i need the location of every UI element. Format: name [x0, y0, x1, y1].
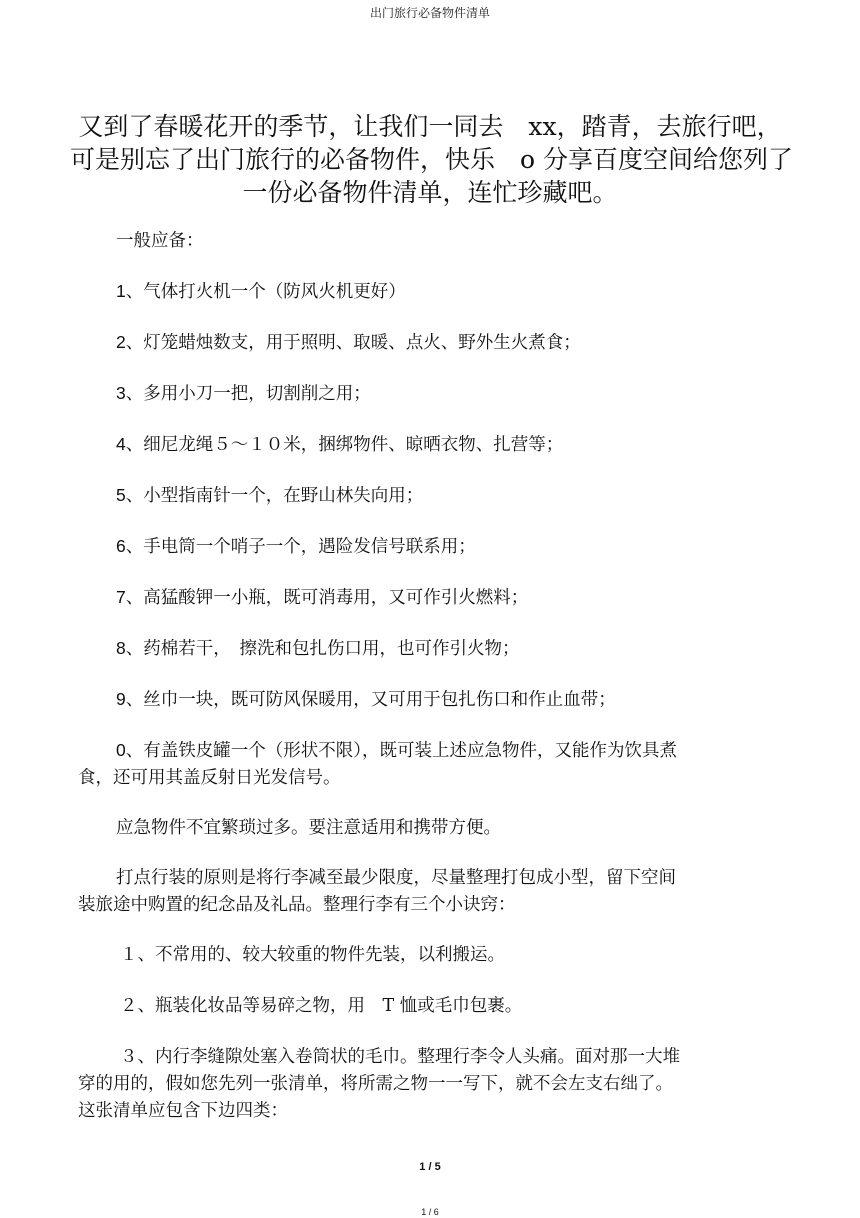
intro-line-2: 可是别忘了出门旅行的必备物件，快乐 o 分享百度空间给您列了	[70, 145, 794, 174]
list-item-number: 4、	[116, 434, 144, 454]
list-item-number: 2、	[116, 332, 144, 352]
page-header-title: 出门旅行必备物件清单	[369, 6, 490, 20]
list-item	[78, 584, 790, 612]
list-item	[78, 533, 790, 561]
list-item-text: 丝巾一块，既可防风保暖用，又可用于包扎伤口和作止血带；	[143, 690, 616, 710]
list-item-text: 小型指南针一个，在野山林失向用；	[143, 486, 424, 506]
tip-line-3: 这张清单应包含下边四类：	[78, 1101, 288, 1121]
list-item	[78, 431, 790, 459]
list-item-text-continued: 食，还可用其盖反射日光发信号。	[78, 768, 341, 788]
note-paragraph: 应急物件不宜繁琐过多。要注意适用和携带方便。	[116, 818, 501, 838]
list-item	[78, 329, 790, 357]
list-item	[78, 686, 790, 714]
list-item	[78, 278, 790, 306]
section-title: 一般应备：	[116, 231, 204, 251]
list-item-text: 有盖铁皮罐一个（形状不限），既可装上述应急物件，又能作为饮具煮	[143, 741, 677, 761]
intro-line-1: 又到了春暖花开的季节，让我们一同去 xx，踏青，去旅行吧，	[78, 112, 782, 141]
list-item	[78, 737, 790, 792]
list-item	[78, 635, 790, 663]
list-item-number: 1、	[116, 281, 144, 301]
packing-paragraph	[78, 865, 790, 919]
intro-paragraph	[70, 110, 794, 209]
list-item-text: 气体打火机一个（防风火机更好）	[143, 282, 406, 302]
list-item-text: 灯笼蜡烛数支，用于照明、取暖、点火、野外生火煮食；	[143, 333, 581, 353]
tip-item	[78, 1044, 790, 1125]
tip-item: ２、瓶装化妆品等易碎之物，用 T 恤或毛巾包裹。	[120, 996, 523, 1016]
tip-item: １、不常用的、较大较重的物件先装，以利搬运。	[120, 945, 505, 965]
list-item-number: 7、	[116, 587, 144, 607]
intro-line-3: 一份必备物件清单，连忙珍藏吧。	[242, 178, 618, 207]
list-item-text: 手电筒一个哨子一个，遇险发信号联系用；	[143, 537, 476, 557]
list-item-number: 0、	[116, 740, 144, 760]
packing-line-1: 打点行装的原则是将行李减至最少限度，尽量整理打包成小型，留下空间	[116, 868, 676, 888]
list-item-number: 5、	[116, 485, 144, 505]
tip-line-2: 穿的用的，假如您先列一张清单，将所需之物一一写下，就不会左支右绌了。	[78, 1074, 673, 1094]
list-item-number: 9、	[116, 689, 144, 709]
list-item-number: 3、	[116, 383, 144, 403]
page-number: 1 / 5	[419, 1161, 441, 1173]
list-item-number: 6、	[116, 536, 144, 556]
list-item-text: 药棉若干， 擦洗和包扎伤口用，也可作引火物；	[143, 639, 520, 659]
list-item	[78, 380, 790, 408]
page-number-small: 1 / 6	[421, 1207, 439, 1217]
list-item-text: 细尼龙绳５～１０米，捆绑物件、晾晒衣物、扎营等；	[143, 435, 564, 455]
list-item-text: 多用小刀一把，切割削之用；	[143, 384, 371, 404]
packing-line-2: 装旅途中购置的纪念品及礼品。整理行李有三个小诀窍：	[78, 895, 516, 915]
list-item	[78, 482, 790, 510]
tip-line-1: ３、内行李缝隙处塞入卷筒状的毛巾。整理行李令人头痛。面对那一大堆	[120, 1047, 680, 1067]
document-body	[78, 228, 790, 1148]
list-item-number: 8、	[116, 638, 144, 658]
list-item-text: 高猛酸钾一小瓶，既可消毒用，又可作引火燃料；	[143, 588, 529, 608]
